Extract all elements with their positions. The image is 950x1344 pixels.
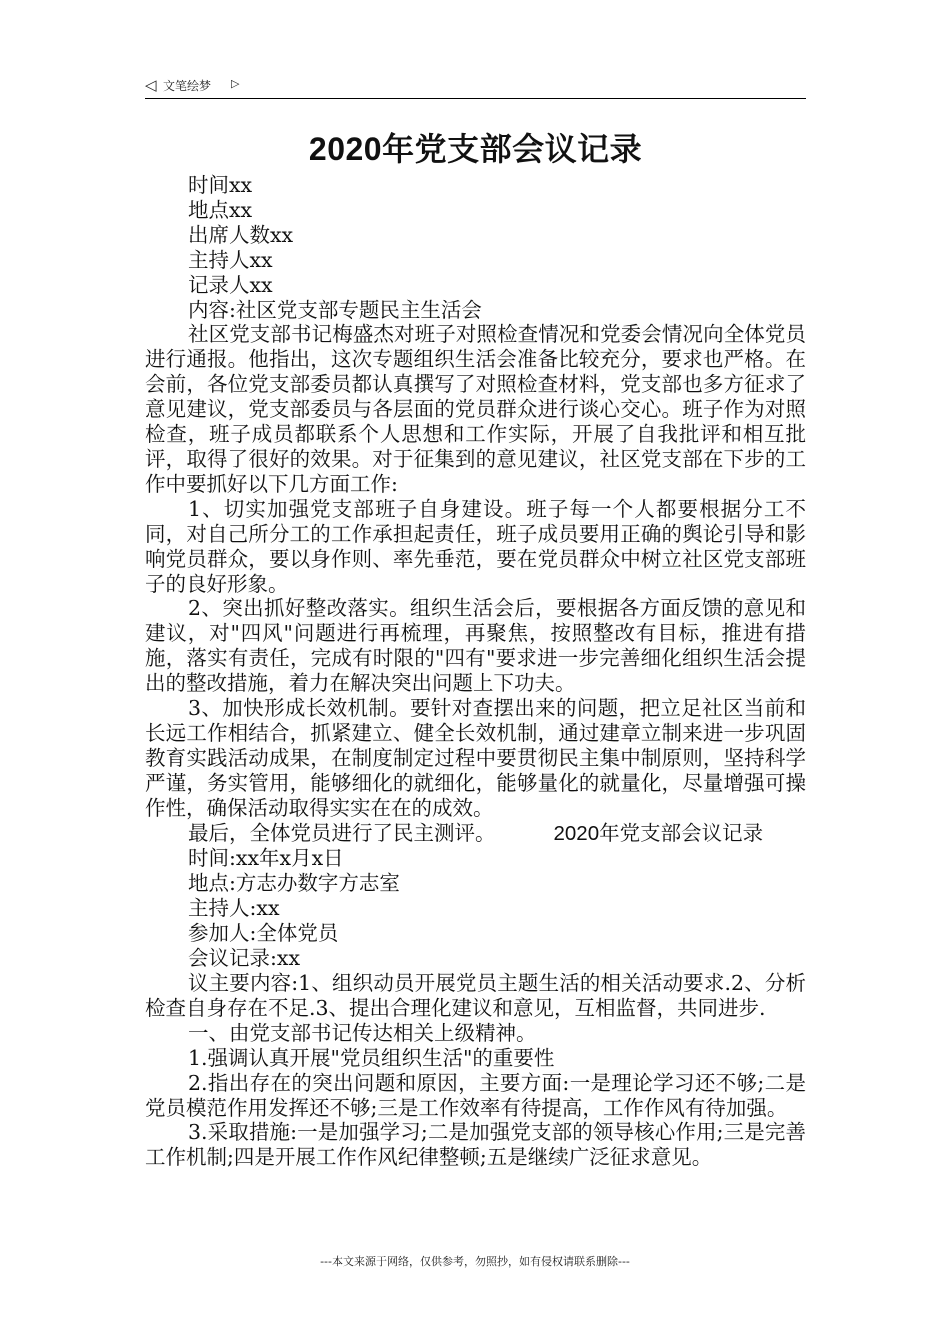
- meta-attendance: 出席人数xx: [188, 222, 294, 247]
- meta-time: 时间xx: [188, 173, 253, 197]
- paragraph-section-1: 一、由党支部书记传达相关上级精神。: [188, 1020, 537, 1045]
- paragraph-item-1: 1、切实加强党支部班子自身建设。班子每一个人都要根据分工不同，对自己所分工的工作承担起责任，班子成员要用正确的舆论引导和影响党员群众，要以身作则、率先垂范，要在党员群众中树立社区党支部班子的良好形象。: [145, 496, 806, 596]
- paragraph-point-1: 1.强调认真开展"党员组织生活"的重要性: [188, 1045, 555, 1070]
- paragraph-closing: [145, 821, 806, 847]
- document-title: 2020年党支部会议记录: [308, 131, 643, 167]
- meta2-place: 地点:方志办数字方志室: [188, 871, 400, 896]
- triangle-right-icon: ▷: [231, 77, 240, 90]
- page-header: [145, 76, 805, 96]
- footer-disclaimer: ---本文来源于网络，仅供参考，勿照抄，如有侵权请联系删除---: [320, 1255, 630, 1268]
- paragraph-point-2: 2.指出存在的突出问题和原因，主要方面:一是理论学习还不够;二是党员模范作用发挥还不够;三是工作效率有待提高，工作作风有待加强。: [145, 1070, 806, 1120]
- header-divider: [145, 98, 806, 99]
- header-brand: 文笔绘梦: [163, 79, 212, 93]
- paragraph-point-3: 3.采取措施:一是加强学习;二是加强党支部的领导核心作用;三是完善工作机制;四是开展工作作风纪律整顿;五是继续广泛征求意见。: [145, 1120, 806, 1170]
- meta2-participants: 参加人:全体党员: [188, 921, 339, 946]
- meta-host: 主持人xx: [188, 247, 273, 272]
- meta2-host: 主持人:xx: [188, 896, 280, 921]
- second-record-title: 2020年党支部会议记录: [553, 821, 764, 845]
- paragraph-report: 社区党支部书记梅盛杰对班子对照检查情况和党委会情况向全体党员进行通报。他指出，这次专题组织生活会准备比较充分，要求也严格。在会前，各位党支部委员都认真撰写了对照检查材料，党支部也多方征求了意见建议，党支部委员与各层面的党员群众进行谈心交心。班子作为对照检查，班子成员都联系个人思想和工作实际，开展了自我批评和相互批评，取得了很好的效果。对于征集到的意见建议，社区党支部在下步的工作中要抓好以下几方面工作:: [145, 322, 806, 496]
- meta2-recorder: 会议记录:xx: [188, 946, 301, 971]
- meta-place: 地点xx: [188, 197, 253, 222]
- meta-content: 内容:社区党支部专题民主生活会: [188, 297, 482, 322]
- meta-recorder: 记录人xx: [188, 272, 273, 297]
- document-body: [145, 173, 806, 1170]
- triangle-left-icon: ◁: [145, 76, 157, 94]
- paragraph-item-2: 2、突出抓好整改落实。组织生活会后，要根据各方面反馈的意见和建议，对"四风"问题进行再梳理，再聚焦，按照整改有目标，推进有措施，落实有责任，完成有时限的"四有"要求进一步完善细化组织生活会提出的整改措施，着力在解决突出问题上下功夫。: [145, 596, 806, 696]
- closing-text: 最后，全体党员进行了民主测评。: [188, 820, 496, 845]
- meta2-time: 时间:xx年x月x日: [188, 846, 344, 871]
- paragraph-agenda: 议主要内容:1、组织动员开展党员主题生活的相关活动要求.2、分析检查自身存在不足.3、提出合理化建议和意见，互相监督，共同进步.: [145, 971, 806, 1020]
- paragraph-item-3: 3、加快形成长效机制。要针对查摆出来的问题，把立足社区当前和长远工作相结合，抓紧建立、健全长效机制，通过建章立制来进一步巩固教育实践活动成果，在制度制定过程中要贯彻民主集中制原则，坚持科学严谨，务实管用，能够细化的就细化，能够量化的就量化，尽量增强可操作性，确保活动取得实实在在的成效。: [145, 696, 806, 820]
